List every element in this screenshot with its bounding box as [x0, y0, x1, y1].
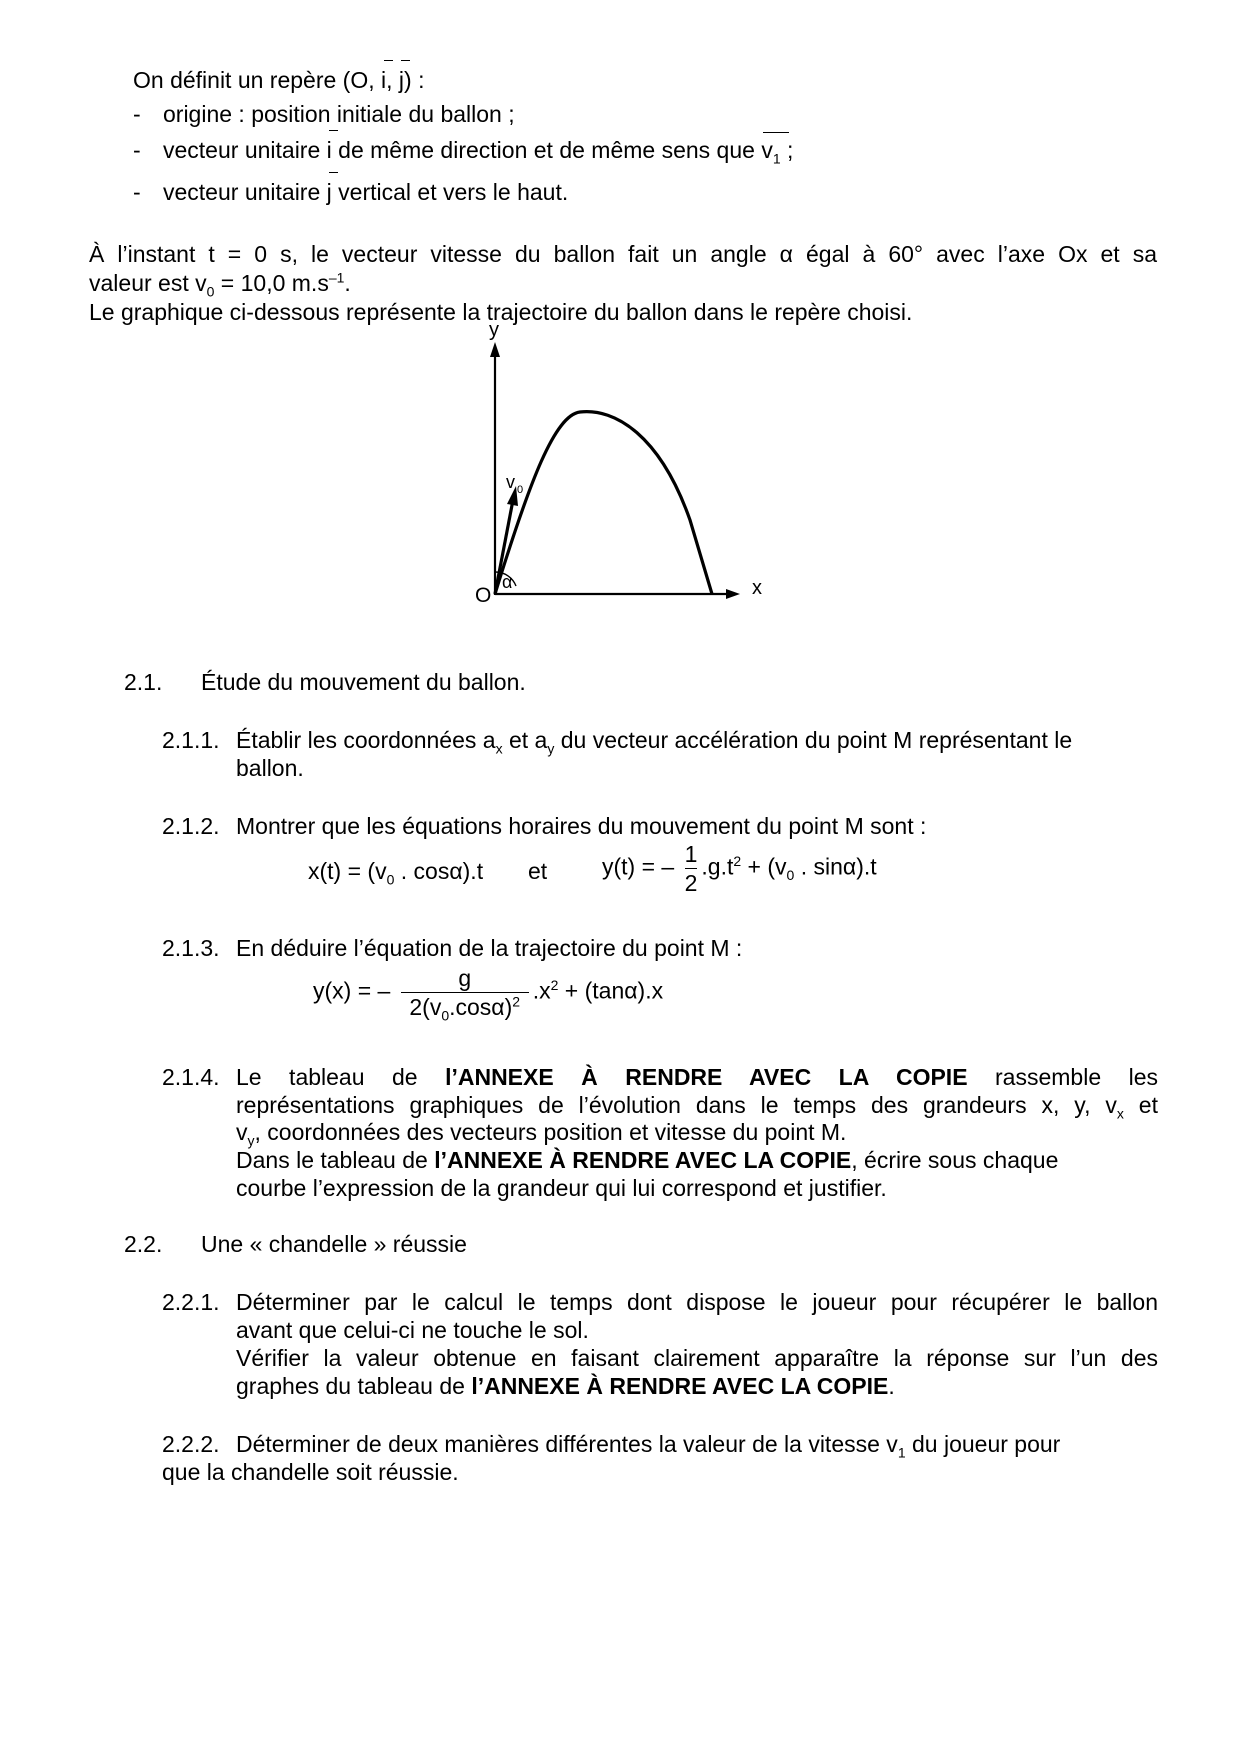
q-2-1-2-text: Montrer que les équations horaires du mouvement du point M sont : [236, 813, 927, 839]
context-line-2: valeur est $v_0 = 10,0$ $m.s^{-1}$. [89, 269, 351, 300]
q-2-2-2-line-2: que la chandelle soit réussie. [162, 1459, 459, 1485]
q-2-2-1-line-4: graphes du tableau de l’ANNEXE À RENDRE AVEC LA COPIE. [236, 1373, 895, 1399]
y-axis-label: y [489, 320, 499, 341]
bullet-dash: - [133, 137, 141, 163]
section-2-2-title: Une « chandelle » réussie [201, 1231, 467, 1257]
context-line-3: Le graphique ci-dessous représente la trajectoire du ballon dans le repère choisi. [89, 299, 913, 325]
v0-sub-label: 0 [517, 484, 524, 496]
q-2-2-2-line-1: Déterminer de deux manières différentes la valeur de la vitesse $v_1$ du joueur pour [236, 1431, 1061, 1461]
bullet-vector-i: vecteur unitaire i de même direction et de même sens que $v_1$ ; [163, 137, 794, 167]
v0-label: v [506, 472, 515, 492]
q-2-2-1-line-1: Déterminer par le calcul le temps dont dispose le joueur pour récupérer le ballon [236, 1289, 1158, 1315]
y-axis-arrowhead [490, 342, 500, 357]
x-axis-label: x [752, 577, 762, 599]
repere-definition: On définit un repère (O, i, j) : [133, 67, 425, 93]
context-line-1: À l’instant t = 0 s, le vecteur vitesse du ballon fait un angle α égal à 60° avec l’axe Ox et sa [89, 241, 1157, 267]
equation-et: et [528, 858, 548, 884]
bullet-dash: - [133, 101, 141, 127]
unit-vector-i: i [381, 67, 387, 93]
trajectory-curve [495, 412, 712, 594]
section-2-1-number: 2.1. [124, 669, 163, 695]
x-axis-arrowhead [726, 589, 740, 599]
q-2-1-1-number: 2.1.1. [162, 727, 220, 753]
q-2-1-4-line-3: $v_y$, coordonnées des vecteurs position et vitesse du point M. [236, 1119, 847, 1149]
bullet-vector-j: vecteur unitaire j vertical et vers le haut. [163, 179, 569, 205]
q-2-1-2-number: 2.1.2. [162, 813, 220, 839]
q-2-1-3-text: En déduire l’équation de la trajectoire du point M : [236, 935, 743, 961]
q-2-2-2-number: 2.2.2. [162, 1431, 220, 1457]
unit-vector-j: j [398, 67, 405, 93]
origin-label: O [475, 584, 492, 607]
q-2-1-4-line-5: courbe l’expression de la grandeur qui lui correspond et justifier. [236, 1175, 887, 1201]
q-2-1-1-line-2: ballon. [236, 755, 304, 781]
q-2-1-3-number: 2.1.3. [162, 935, 220, 961]
q-2-1-4-number: 2.1.4. [162, 1064, 220, 1090]
bullet-dash: - [133, 179, 141, 205]
section-2-1-title: Étude du mouvement du ballon. [201, 669, 526, 695]
q-2-1-4-line-1: Le tableau de l’ANNEXE À RENDRE AVEC LA COPIE rassemble les [236, 1064, 1158, 1090]
q-2-1-4-line-2: représentations graphiques de l’évolution dans le temps des grandeurs x, y, $v_x$ et [236, 1092, 1158, 1122]
equation-y-t: y(t) = – $\frac{1}{2}$ $.g.t^2 + (v_0$ . sinα).t [602, 841, 877, 897]
vector-v1: $v_1$ [761, 137, 781, 167]
equation-x-t: $x(t) = (v_0$ . cosα).t [308, 858, 484, 888]
q-2-2-1-line-2: avant que celui-ci ne touche le sol. [236, 1317, 589, 1343]
q-2-2-1-number: 2.2.1. [162, 1289, 220, 1315]
section-2-2-number: 2.2. [124, 1231, 163, 1257]
q-2-1-4-line-4: Dans le tableau de l’ANNEXE À RENDRE AVEC LA COPIE, écrire sous chaque [236, 1147, 1059, 1173]
q-2-1-1-line-1: Établir les coordonnées $a_x$ et $a_y$ du vecteur accélération du point M représentant le [236, 727, 1073, 757]
trajectory-figure [440, 320, 780, 610]
q-2-2-1-line-3: Vérifier la valeur obtenue en faisant clairement apparaître la réponse sur l’un des [236, 1345, 1158, 1371]
bullet-origin: origine : position initiale du ballon ; [163, 101, 515, 127]
angle-label: α [502, 572, 513, 592]
trajectory-equation: y(x) = – $\frac{g}{2(v_0.\cos\alpha)^2}$ $.x^2 + (\tan\alpha).x$ [313, 965, 664, 1024]
